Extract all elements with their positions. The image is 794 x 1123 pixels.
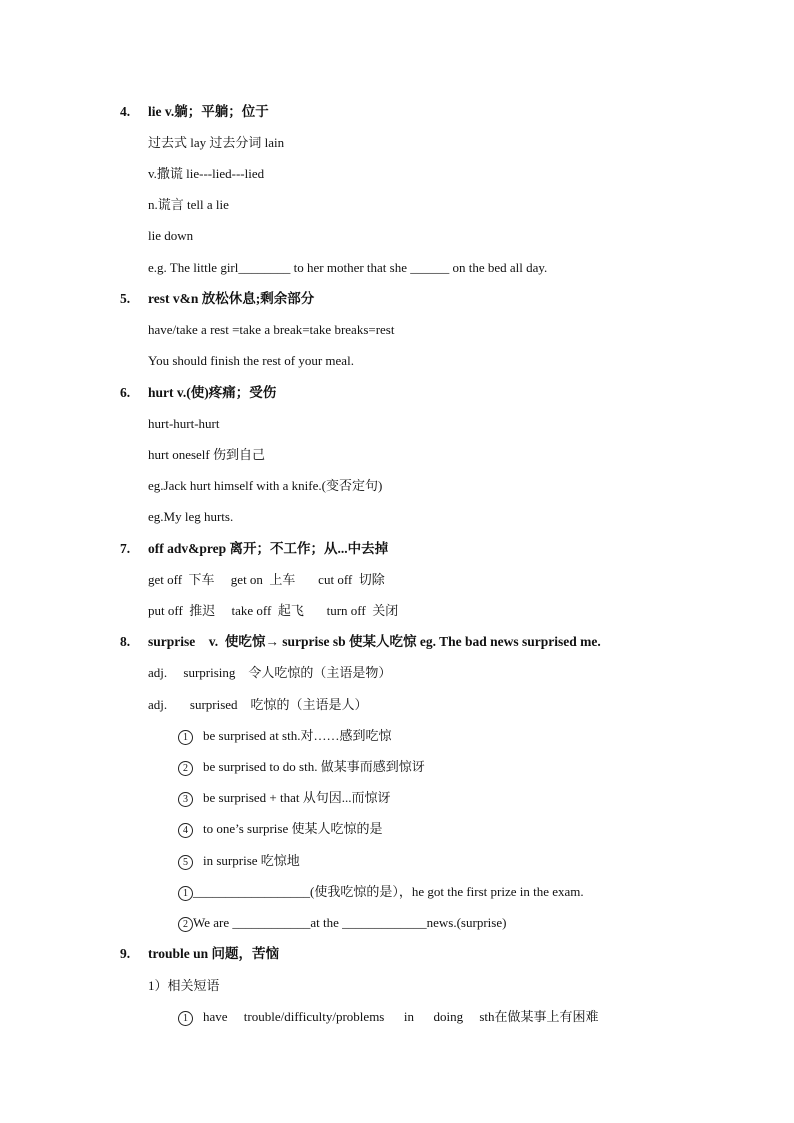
- text-line: hurt oneself 伤到自己: [148, 447, 265, 462]
- section-number: 4.: [120, 104, 131, 119]
- text-line: adj. surprising 令人吃惊的（主语是物）: [148, 665, 392, 680]
- list-item: [178, 821, 382, 838]
- list-item: [178, 1009, 599, 1026]
- text-line: adj. surprised 吃惊的（主语是人）: [148, 697, 368, 712]
- text-line: eg.Jack hurt himself with a knife.(变否定句): [148, 478, 383, 493]
- text-line: hurt-hurt-hurt: [148, 416, 220, 431]
- circled-number: 1: [178, 1011, 193, 1026]
- text-line: get off 下车 get on 上车 cut off 切除: [148, 572, 385, 587]
- list-item-text: to one’s surprise 使某人吃惊的是: [203, 821, 383, 836]
- text-line: put off 推迟 take off 起飞 turn off 关闭: [148, 603, 399, 618]
- section-title: off adv&prep 离开；不工作；从...中去掉: [148, 541, 389, 556]
- section-number: 6.: [120, 385, 131, 400]
- text-line: n.谎言 tell a lie: [148, 197, 229, 212]
- list-item: [178, 728, 391, 745]
- section-number: 8.: [120, 634, 131, 649]
- section-title: rest v&n 放松休息;剩余部分: [148, 291, 315, 306]
- text-line: e.g. The little girl________ to her mother that she ______ on the bed all day.: [148, 260, 548, 275]
- circled-number: 5: [178, 855, 193, 870]
- text-line: eg.My leg hurts.: [148, 509, 234, 524]
- text-line: 过去式 lay 过去分词 lain: [148, 135, 285, 150]
- list-item: [178, 759, 425, 776]
- circled-number: 3: [178, 792, 193, 807]
- exercise-item: [178, 884, 584, 901]
- list-item-text: in surprise 吃惊地: [203, 853, 300, 868]
- exercise-text: We are ____________at the _____________news.(surprise): [193, 915, 507, 930]
- text-line: have/take a rest =take a break=take breaks=rest: [148, 322, 395, 337]
- list-item: [178, 853, 300, 870]
- exercise-item: [178, 915, 506, 932]
- section-number: 7.: [120, 541, 131, 556]
- section-title: hurt v.(使)疼痛；受伤: [148, 385, 277, 400]
- circled-number: 1: [178, 886, 193, 901]
- section-number: 9.: [120, 946, 131, 961]
- circled-number: 4: [178, 823, 193, 838]
- circled-number: 2: [178, 917, 193, 932]
- exercise-text: __________________(使我吃惊的是），he got the first prize in the exam.: [193, 884, 584, 899]
- section-number: 5.: [120, 291, 131, 306]
- section-title: lie v.躺；平躺；位于: [148, 104, 269, 119]
- section-title: trouble un 问题，苦恼: [148, 946, 280, 961]
- circled-number: 1: [178, 730, 193, 745]
- list-item-text: be surprised at sth.对……感到吃惊: [203, 728, 392, 743]
- list-item-text: be surprised to do sth. 做某事而感到惊讶: [203, 759, 425, 774]
- list-item-text: have trouble/difficulty/problems in doing sth在做某事上有困难: [203, 1009, 599, 1024]
- text-line: v.撒谎 lie---lied---lied: [148, 166, 265, 181]
- list-item-text: be surprised + that 从句因...而惊讶: [203, 790, 391, 805]
- list-item: [178, 790, 391, 807]
- text-line: 1）相关短语: [148, 978, 220, 993]
- section-title: surprise v. 使吃惊→ surprise sb 使某人吃惊 eg. The bad news surprised me.: [148, 634, 601, 649]
- text-line: You should finish the rest of your meal.: [148, 353, 354, 368]
- circled-number: 2: [178, 761, 193, 776]
- text-line: lie down: [148, 228, 194, 243]
